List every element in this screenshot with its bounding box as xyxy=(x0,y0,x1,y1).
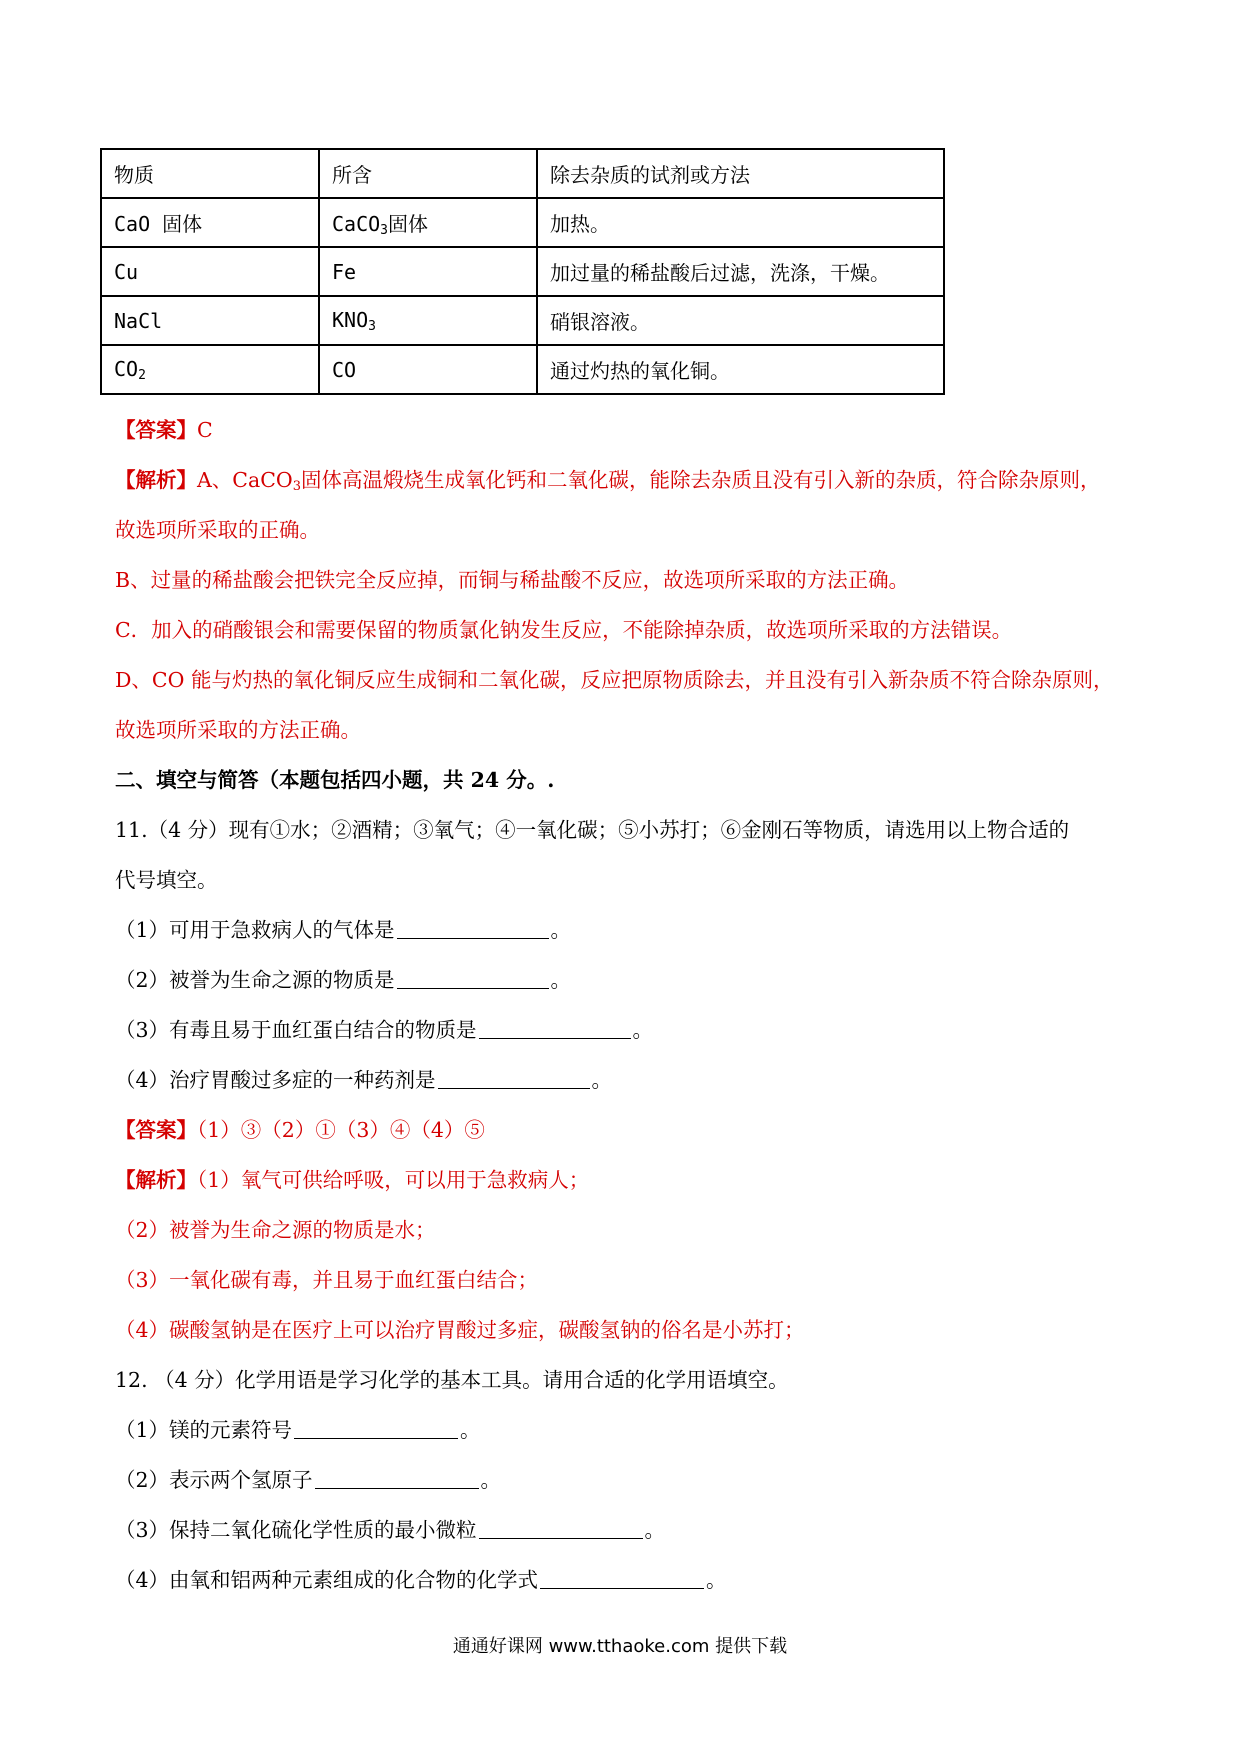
q11-analysis-1: 【解析】（1）氧气可供给呼吸，可以用于急救病人； xyxy=(115,1168,590,1192)
q11-stem-cont: 代号填空。 xyxy=(115,868,218,892)
answer-blank xyxy=(479,1518,643,1539)
table-header-row xyxy=(101,149,944,198)
table-cell: 加过量的稀盐酸后过滤，洗涤，干燥。 xyxy=(537,247,944,296)
q10-analysis-c: C．加入的硝酸银会和需要保留的物质氯化钠发生反应，不能除掉杂质，故选项所采取的方法错误。 xyxy=(115,618,1013,642)
answer-blank xyxy=(397,918,549,939)
answer-blank xyxy=(479,1018,631,1039)
table-cell: CaO 固体 xyxy=(101,198,319,247)
q11-answer: 【答案】（1）③（2）①（3）④（4）⑤ xyxy=(115,1118,485,1142)
table-cell: $KNO_3$ xyxy=(319,296,537,345)
answer-blank xyxy=(294,1418,458,1439)
table-cell: 加热。 xyxy=(537,198,944,247)
q11-analysis-4: （4）碳酸氢钠是在医疗上可以治疗胃酸过多症，碳酸氢钠的俗名是小苏打； xyxy=(115,1318,805,1342)
q11-part-1: （1）可用于急救病人的气体是 。 xyxy=(115,918,572,942)
q11-part-4: （4）治疗胃酸过多症的一种药剂是 。 xyxy=(115,1068,613,1092)
q11-part-3: （3）有毒且易于血红蛋白结合的物质是 。 xyxy=(115,1018,654,1042)
table-row xyxy=(101,345,944,394)
table-cell: CO xyxy=(319,345,537,394)
table-row xyxy=(101,198,944,247)
answer-blank xyxy=(438,1068,590,1089)
q11-analysis-2: （2）被誉为生命之源的物质是水； xyxy=(115,1218,436,1242)
page-footer: 通通好课网 www.tthaoke.com 提供下载 xyxy=(452,1636,788,1657)
q10-analysis-a: 【解析】A、CaCO$_3$固体高温煅烧生成氧化钙和二氧化碳，能除去杂质且没有引入新的杂质，符合除杂原则， xyxy=(115,468,1101,494)
q10-answer: 【答案】C xyxy=(115,418,213,442)
table-header-cell: 所含 xyxy=(319,149,537,198)
q11-stem: 11.（4 分）现有①水；②酒精；③氧气；④一氧化碳；⑤小苏打；⑥金刚石等物质，请选用以上物合适的 xyxy=(115,818,1070,842)
section-heading: 二、填空与简答（本题包括四小题，共 24 分。. xyxy=(115,768,555,792)
q10-analysis-a-cont: 故选项所采取的正确。 xyxy=(115,518,320,542)
q12-part-4: （4）由氧和铝两种元素组成的化合物的化学式 。 xyxy=(115,1568,727,1592)
table-header-cell: 物质 xyxy=(101,149,319,198)
table-cell: NaCl xyxy=(101,296,319,345)
q12-part-1: （1）镁的元素符号 。 xyxy=(115,1418,481,1442)
table-row xyxy=(101,247,944,296)
impurity-removal-table xyxy=(100,148,945,395)
table-cell: $CO_2$ xyxy=(101,345,319,394)
q10-analysis-d: D、CO 能与灼热的氧化铜反应生成铜和二氧化碳，反应把原物质除去，并且没有引入新杂质不符合除杂原则， xyxy=(115,668,1114,692)
answer-blank xyxy=(397,968,549,989)
table-row xyxy=(101,296,944,345)
q11-part-2: （2）被誉为生命之源的物质是 。 xyxy=(115,968,572,992)
q11-analysis-3: （3）一氧化碳有毒，并且易于血红蛋白结合； xyxy=(115,1268,539,1292)
table-header-cell: 除去杂质的试剂或方法 xyxy=(537,149,944,198)
table-cell: Fe xyxy=(319,247,537,296)
table-cell: 通过灼热的氧化铜。 xyxy=(537,345,944,394)
answer-blank xyxy=(540,1568,704,1589)
answer-blank xyxy=(315,1468,479,1489)
q10-analysis-d-cont: 故选项所采取的方法正确。 xyxy=(115,718,361,742)
table-cell: Cu xyxy=(101,247,319,296)
q12-part-3: （3）保持二氧化硫化学性质的最小微粒 。 xyxy=(115,1518,666,1542)
table-cell: 硝银溶液。 xyxy=(537,296,944,345)
table-cell: CaCO$_3$固体 xyxy=(319,198,537,247)
q12-stem: 12. （4 分）化学用语是学习化学的基本工具。请用合适的化学用语填空。 xyxy=(115,1368,789,1392)
q12-part-2: （2）表示两个氢原子 。 xyxy=(115,1468,502,1492)
q10-analysis-b: B、过量的稀盐酸会把铁完全反应掉，而铜与稀盐酸不反应，故选项所采取的方法正确。 xyxy=(115,568,910,592)
